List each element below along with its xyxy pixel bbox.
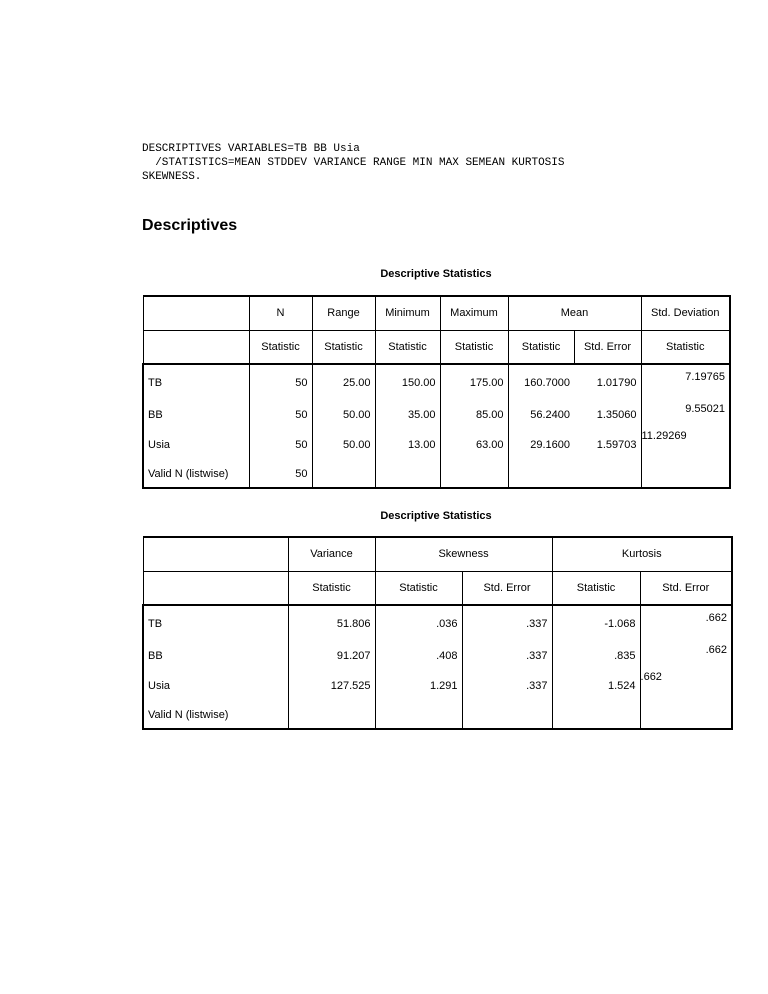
table1-header-range: Range — [312, 296, 375, 330]
syntax-block — [142, 142, 564, 184]
cell: .337 — [462, 641, 552, 671]
row-label: TB — [143, 364, 249, 400]
cell: 50 — [249, 430, 312, 460]
cell: -1.068 — [604, 617, 636, 630]
table1-subheader: Statistic — [641, 330, 730, 364]
cell: 11.29269 — [641, 430, 730, 460]
cell: 35.00 — [375, 400, 440, 430]
table2-subheader: Statistic — [288, 571, 375, 605]
table2-corner — [143, 537, 288, 571]
cell: 127.525 — [288, 671, 375, 701]
cell: .337 — [462, 605, 552, 641]
cell: .337 — [462, 671, 552, 701]
table2-subheader: Std. Error — [640, 571, 732, 605]
syntax-line-3: SKEWNESS. — [142, 171, 202, 183]
cell: 25.00 — [312, 364, 375, 400]
table1-header-std-deviation: Std. Deviation — [641, 296, 730, 330]
cell: .662 — [640, 671, 732, 701]
table1-subheader: Std. Error — [574, 330, 641, 364]
cell: 160.7000 — [524, 376, 570, 389]
cell: 50 — [249, 400, 312, 430]
cell: 50 — [249, 364, 312, 400]
table1-corner — [143, 296, 249, 330]
cell: .835 — [614, 650, 636, 662]
cell: 1.59703 — [596, 439, 637, 451]
table1-subheader: Statistic — [440, 330, 508, 364]
table2-subheader: Statistic — [375, 571, 462, 605]
table2-subheader: Std. Error — [462, 571, 552, 605]
table-row — [143, 605, 732, 641]
cell: 63.00 — [440, 430, 508, 460]
row-label: BB — [143, 641, 288, 671]
row-label: Valid N (listwise) — [143, 701, 288, 729]
cell: 9.55021 — [641, 400, 730, 430]
row-label: BB — [143, 400, 249, 430]
table2-subheader: Statistic — [552, 571, 640, 605]
cell: 29.1600 — [530, 439, 570, 451]
table-row — [143, 364, 730, 400]
cell: 150.00 — [375, 364, 440, 400]
cell: 51.806 — [288, 605, 375, 641]
table2-header-kurtosis: Kurtosis — [552, 537, 732, 571]
cell: 1.01790 — [596, 376, 637, 389]
cell: .408 — [375, 641, 462, 671]
table-row — [143, 430, 730, 460]
cell: 50.00 — [312, 400, 375, 430]
table1-header-mean: Mean — [508, 296, 641, 330]
row-label: TB — [143, 605, 288, 641]
cell: 7.19765 — [641, 364, 730, 400]
cell: .662 — [640, 641, 732, 671]
syntax-line-2: /STATISTICS=MEAN STDDEV VARIANCE RANGE MIN MAX SEMEAN KURTOSIS — [142, 157, 565, 169]
table1-header-minimum: Minimum — [375, 296, 440, 330]
cell: 175.00 — [440, 364, 508, 400]
syntax-line-1: DESCRIPTIVES VARIABLES=TB BB Usia — [142, 143, 360, 155]
table1-header-maximum: Maximum — [440, 296, 508, 330]
cell: .036 — [375, 605, 462, 641]
cell: 91.207 — [288, 641, 375, 671]
cell: 1.524 — [607, 680, 636, 692]
table2 — [142, 536, 733, 730]
table2-caption: Descriptive Statistics — [380, 510, 492, 522]
table2-header-skewness: Skewness — [375, 537, 552, 571]
cell: 85.00 — [440, 400, 508, 430]
row-label: Usia — [143, 671, 288, 701]
table1-caption: Descriptive Statistics — [380, 268, 492, 280]
table-row — [143, 400, 730, 430]
table1 — [142, 295, 731, 489]
table-row — [143, 671, 732, 701]
table1-subheader: Statistic — [508, 330, 574, 364]
table2-header-variance: Variance — [288, 537, 375, 571]
cell: .662 — [640, 605, 732, 641]
section-heading: Descriptives — [142, 217, 238, 234]
cell: 56.2400 — [530, 409, 570, 421]
row-label: Usia — [143, 430, 249, 460]
table-row — [143, 641, 732, 671]
table-row — [143, 460, 730, 488]
table1-subheader: Statistic — [312, 330, 375, 364]
cell: 1.291 — [375, 671, 462, 701]
row-label: Valid N (listwise) — [143, 460, 249, 488]
table-row — [143, 701, 732, 729]
cell: 50.00 — [312, 430, 375, 460]
cell: 1.35060 — [596, 409, 637, 421]
table1-header-n: N — [249, 296, 312, 330]
table1-subheader: Statistic — [249, 330, 312, 364]
cell: 13.00 — [375, 430, 440, 460]
cell: 50 — [249, 460, 312, 488]
table1-subheader: Statistic — [375, 330, 440, 364]
